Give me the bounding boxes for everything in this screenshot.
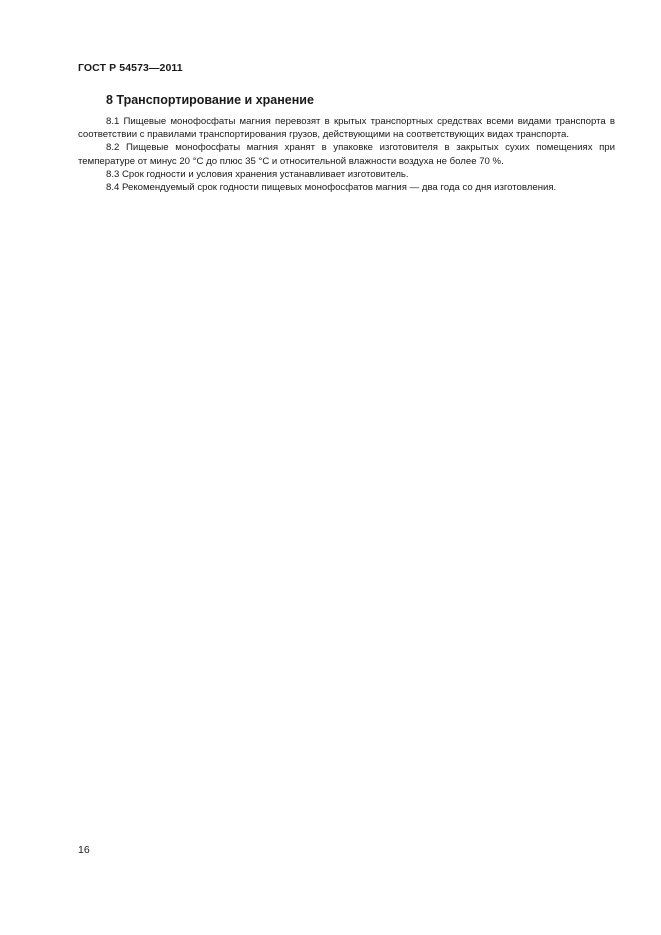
document-header: ГОСТ Р 54573—2011 (78, 62, 183, 74)
paragraph-8-4: 8.4 Рекомендуемый срок годности пищевых монофосфатов магния — два года со дня изготовления. (106, 182, 557, 194)
page-number: 16 (78, 844, 90, 856)
paragraph-8-3: 8.3 Срок годности и условия хранения устанавливает изготовитель. (106, 168, 409, 180)
paragraph-8-1: 8.1 Пищевые монофосфаты магния перевозят в крытых транспортных средствах всеми видами транспорта в соответствии с правилами транспортирования грузов, действующими на соответствующих видах транспорта. (78, 116, 615, 141)
section-title: 8 Транспортирование и хранение (106, 93, 314, 107)
paragraph-8-2: 8.2 Пищевые монофосфаты магния хранят в упаковке изготовителя в закрытых сухих помещениях при температуре от минус 20 °С до плюс 35 °С и относительной влажности воздуха не более 70 %. (78, 142, 615, 167)
section-body (78, 115, 615, 194)
